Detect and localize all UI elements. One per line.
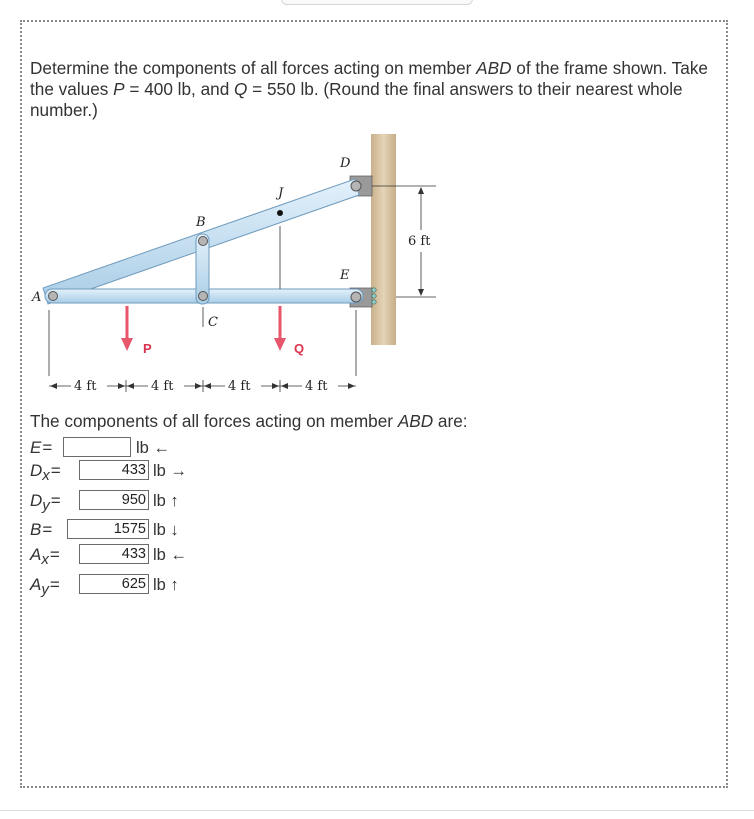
label-j: J — [278, 186, 284, 201]
answer-label-dy: $D_y$ — [30, 491, 50, 514]
answer-row-dx: $D_x=$ 433 lb → — [30, 461, 187, 484]
answers-intro-member: ABD — [397, 411, 434, 431]
answers-intro — [30, 411, 468, 432]
answer-row-dy: $D_y=$ 950 lb ↑ — [30, 491, 179, 514]
answer-unit-dx: lb → — [153, 462, 187, 480]
answer-input-dy[interactable]: 950 — [79, 490, 149, 510]
label-q: Q — [294, 341, 305, 356]
answer-input-dx[interactable]: 433 — [79, 460, 149, 480]
question-text-part2: of the frame shown. Take the values — [30, 58, 708, 99]
question-q-symbol: Q — [234, 79, 248, 99]
answers-intro-prefix: The components of all forces acting on member — [30, 411, 398, 431]
question-text-part1: Determine the components of all forces acting on member — [30, 58, 477, 78]
answers-intro-suffix: are: — [433, 411, 468, 431]
answer-input-e[interactable] — [63, 437, 131, 457]
wall-support — [371, 134, 396, 345]
answer-label-b: B — [30, 520, 42, 539]
top-tab-edge — [281, 0, 473, 5]
answer-input-b[interactable]: 1575 — [67, 519, 149, 539]
pin-d — [351, 181, 361, 191]
label-p: P — [143, 341, 152, 356]
answer-row-b: B= 1575 lb ↓ — [30, 520, 179, 539]
roller-e — [372, 288, 376, 304]
pin-a — [49, 292, 58, 301]
answer-input-ax[interactable]: 433 — [79, 544, 149, 564]
dim-4ft-3: 4 ft — [228, 379, 251, 394]
question-member: ABD — [476, 58, 512, 78]
label-d: D — [340, 156, 351, 171]
label-e: E — [340, 268, 350, 283]
answer-row-e: E= lb ← — [30, 438, 170, 457]
answer-label-ay: $A_y$ — [30, 575, 49, 598]
pin-c — [199, 292, 208, 301]
load-q-arrow — [274, 338, 286, 351]
answer-label-e: E — [30, 438, 42, 457]
question-q-value: = 550 lb. (Round the final answers to their nearest whole number.) — [30, 79, 683, 120]
answer-row-ay: $A_y=$ 625 lb ↑ — [30, 575, 179, 598]
label-b: B — [196, 215, 206, 230]
label-a: A — [32, 290, 42, 305]
question-p-symbol: P — [113, 79, 125, 99]
dim-4ft-2: 4 ft — [151, 379, 174, 394]
point-j — [277, 210, 283, 216]
answer-unit-ax: lb ← — [153, 546, 187, 564]
answer-label-ax: $A_x$ — [30, 545, 49, 568]
question-p-value: = 400 lb, and — [124, 79, 235, 99]
answer-unit-e: lb ← — [136, 439, 170, 457]
label-c: C — [208, 315, 218, 330]
answer-label-dx: $D_x$ — [30, 461, 50, 484]
dim-4ft-4: 4 ft — [305, 379, 328, 394]
answer-unit-ay: lb ↑ — [153, 576, 179, 594]
load-p-arrow — [121, 338, 133, 351]
pin-e — [351, 292, 361, 302]
answer-input-ay[interactable]: 625 — [79, 574, 149, 594]
bottom-divider — [0, 810, 754, 811]
answer-row-ax: $A_x=$ 433 lb ← — [30, 545, 187, 568]
pin-b — [199, 237, 208, 246]
answer-unit-dy: lb ↑ — [153, 492, 179, 510]
dim-6ft: 6 ft — [408, 234, 431, 249]
answer-unit-b: lb ↓ — [153, 521, 179, 539]
frame-figure — [26, 130, 446, 407]
dim-4ft-1: 4 ft — [74, 379, 97, 394]
question-text — [30, 58, 730, 121]
